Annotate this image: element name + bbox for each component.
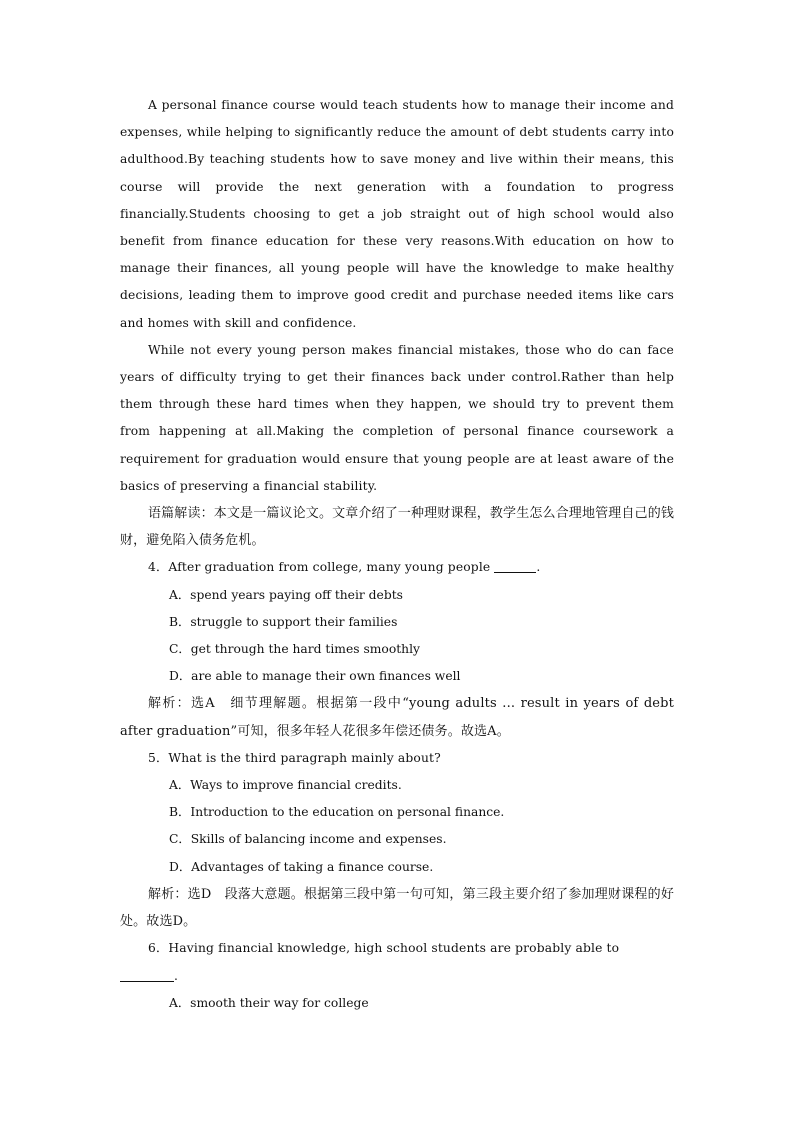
document-page xyxy=(120,92,674,1017)
question-4-option-c: C．get through the hard times smoothly xyxy=(169,642,420,657)
question-5-option-c: C．Skills of balancing income and expenses. xyxy=(169,832,447,847)
passage-paragraph-1: A personal finance course would teach students how to manage their income and expenses, while helping to significantly reduce the amount of debt students carry into adulthood.By teaching students how to save money and live within their means, this course will provide the next generation with a foundation to progress financially.Students choosing to get a job straight out of high school would also benefit from finance education for these very reasons.With education on how to manage their finances, all young people will have the knowledge to make healthy decisions, leading them to improve good credit and purchase needed items like cars and homes with skill and confidence. xyxy=(120,98,674,330)
question-4-period: . xyxy=(536,560,541,575)
question-4-option-a: A．spend years paying off their debts xyxy=(169,587,403,602)
question-5-analysis: 解析：选D 段落大意题。根据第三段中第一句可知，第三段主要介绍了参加理财课程的好处。故选D。 xyxy=(120,886,674,930)
question-6-option-a: A．smooth their way for college xyxy=(169,995,369,1010)
question-4-stem xyxy=(120,554,674,581)
question-6-stem xyxy=(120,935,674,989)
question-5-option-d: D．Advantages of taking a finance course. xyxy=(169,859,434,874)
question-5-option-a: A．Ways to improve financial credits. xyxy=(169,778,402,793)
question-6-text: 6．Having financial knowledge, high school students are probably able to xyxy=(148,941,620,956)
passage-summary: 语篇解读：本文是一篇议论文。文章介绍了一种理财课程，教学生怎么合理地管理自己的钱财，避免陷入债务危机。 xyxy=(120,506,675,549)
question-4-analysis: 解析：选A 细节理解题。根据第一段中“young adults ... result in years of debt after graduation”可知，很多年轻人花很多年偿还债务。故选A。 xyxy=(120,696,674,739)
answer-blank xyxy=(494,558,536,573)
question-6-period: . xyxy=(174,968,179,983)
answer-blank xyxy=(120,967,174,982)
question-4-option-d: D．are able to manage their own finances well xyxy=(169,669,461,684)
question-5-stem: 5．What is the third paragraph mainly about? xyxy=(148,750,441,765)
question-4-option-b: B．struggle to support their families xyxy=(169,614,398,629)
question-5-option-b: B．Introduction to the education on personal finance. xyxy=(169,805,505,820)
passage-paragraph-2: While not every young person makes financial mistakes, those who do can face years of difficulty trying to get their finances back under control.Rather than help them through these hard times when they happen, we should try to prevent them from happening at all.Making the completion of personal finance coursework a requirement for graduation would ensure that young people are at least aware of the basics of preserving a financial stability. xyxy=(120,342,674,493)
question-4-text: 4．After graduation from college, many young people xyxy=(148,560,491,575)
